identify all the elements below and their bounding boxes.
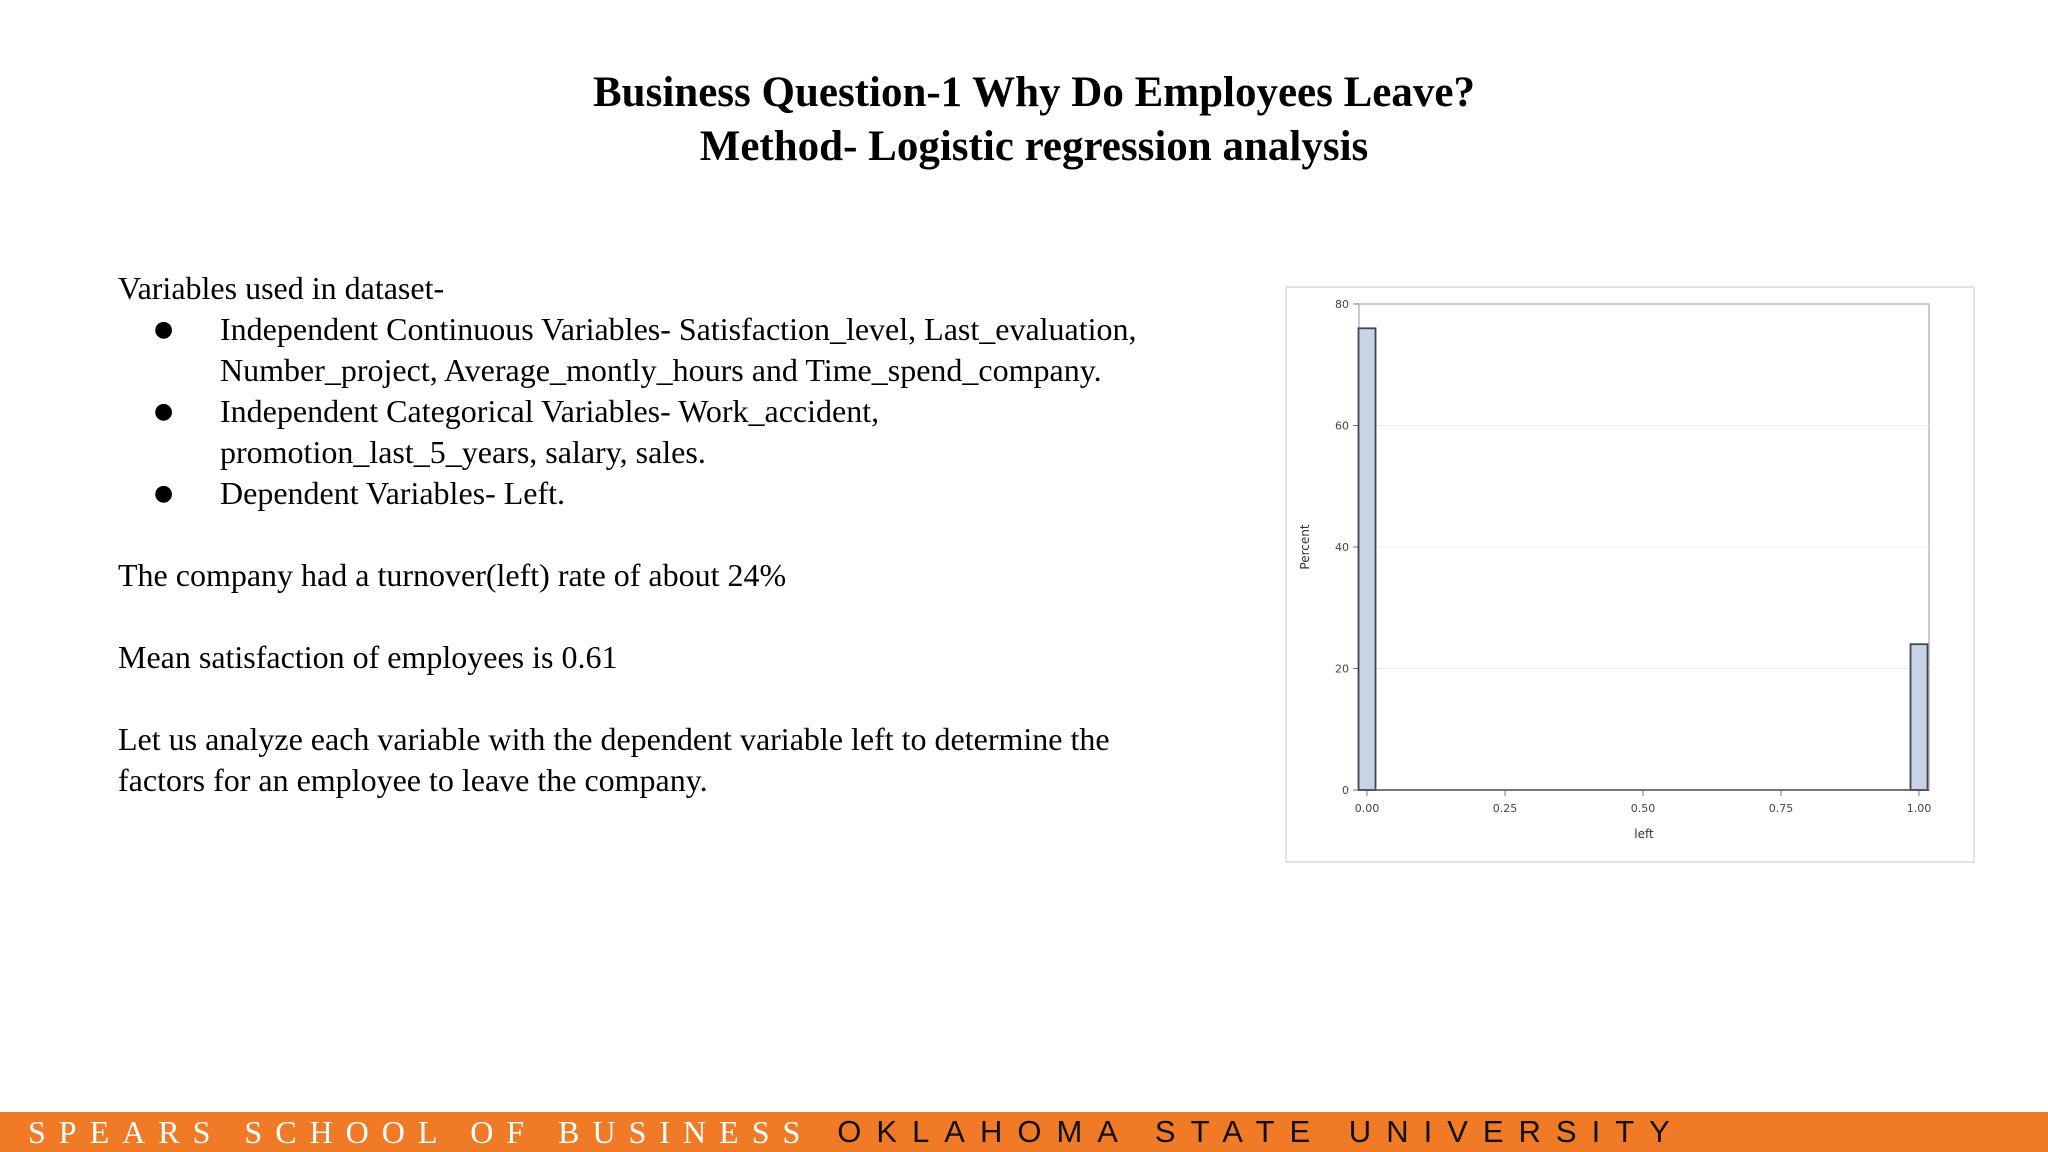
school-name: SPEARS SCHOOL OF BUSINESS [28,1113,814,1150]
y-axis-label: Percent [1298,524,1312,570]
bullet-icon: ● [154,399,174,424]
y-tick-label: 20 [1335,662,1349,676]
list-item-categorical [118,391,1238,473]
list-item-text: Independent Categorical Variables- Work_accident, [220,393,880,429]
footer-banner [0,1112,2048,1152]
x-tick-label: 0.00 [1354,802,1380,815]
histogram-chart [1285,286,1975,863]
variables-list [118,309,1238,514]
y-tick-label: 80 [1335,298,1349,311]
slide-title-line-1: Business Question-1 Why Do Employees Leave? [593,69,1475,116]
x-axis-label: left [1634,827,1654,841]
list-item-text: Number_project, Average_montly_hours and Time_spend_company. [220,352,1102,388]
university-name: OKLAHOMA STATE UNIVERSITY [837,1114,1685,1149]
variables-intro: Variables used in dataset- [118,270,445,306]
list-item-text: promotion_last_5_years, salary, sales. [220,434,706,470]
x-tick-label: 0.75 [1768,802,1794,815]
x-tick-label: 0.50 [1630,802,1656,815]
y-tick-label: 40 [1335,541,1349,554]
list-item-text: Independent Continuous Variables- Satisfaction_level, Last_evaluation, [220,311,1137,347]
list-item-continuous [118,309,1238,391]
bullet-icon: ● [154,481,174,506]
y-tick-label: 0 [1342,784,1349,797]
slide-title-line-2: Method- Logistic regression analysis [699,123,1369,170]
list-item-dependent [118,473,1238,514]
x-tick-label: 0.25 [1492,802,1518,815]
turnover-statement: The company had a turnover(left) rate of about 24% [118,557,787,593]
slide-title [0,66,2048,174]
conclusion-line-2: factors for an employee to leave the company. [118,762,708,798]
y-tick-label: 60 [1335,419,1349,433]
conclusion-line-1: Let us analyze each variable with the dependent variable left to determine the [118,721,1110,757]
satisfaction-statement: Mean satisfaction of employees is 0.61 [118,639,618,675]
histogram-bar [1359,328,1376,790]
slide-body [118,268,1238,801]
histogram-svg [1287,288,1973,861]
x-tick-label: 1.00 [1906,802,1932,815]
bullet-icon: ● [154,317,174,342]
histogram-bar [1911,644,1928,790]
list-item-text: Dependent Variables- Left. [220,475,566,511]
